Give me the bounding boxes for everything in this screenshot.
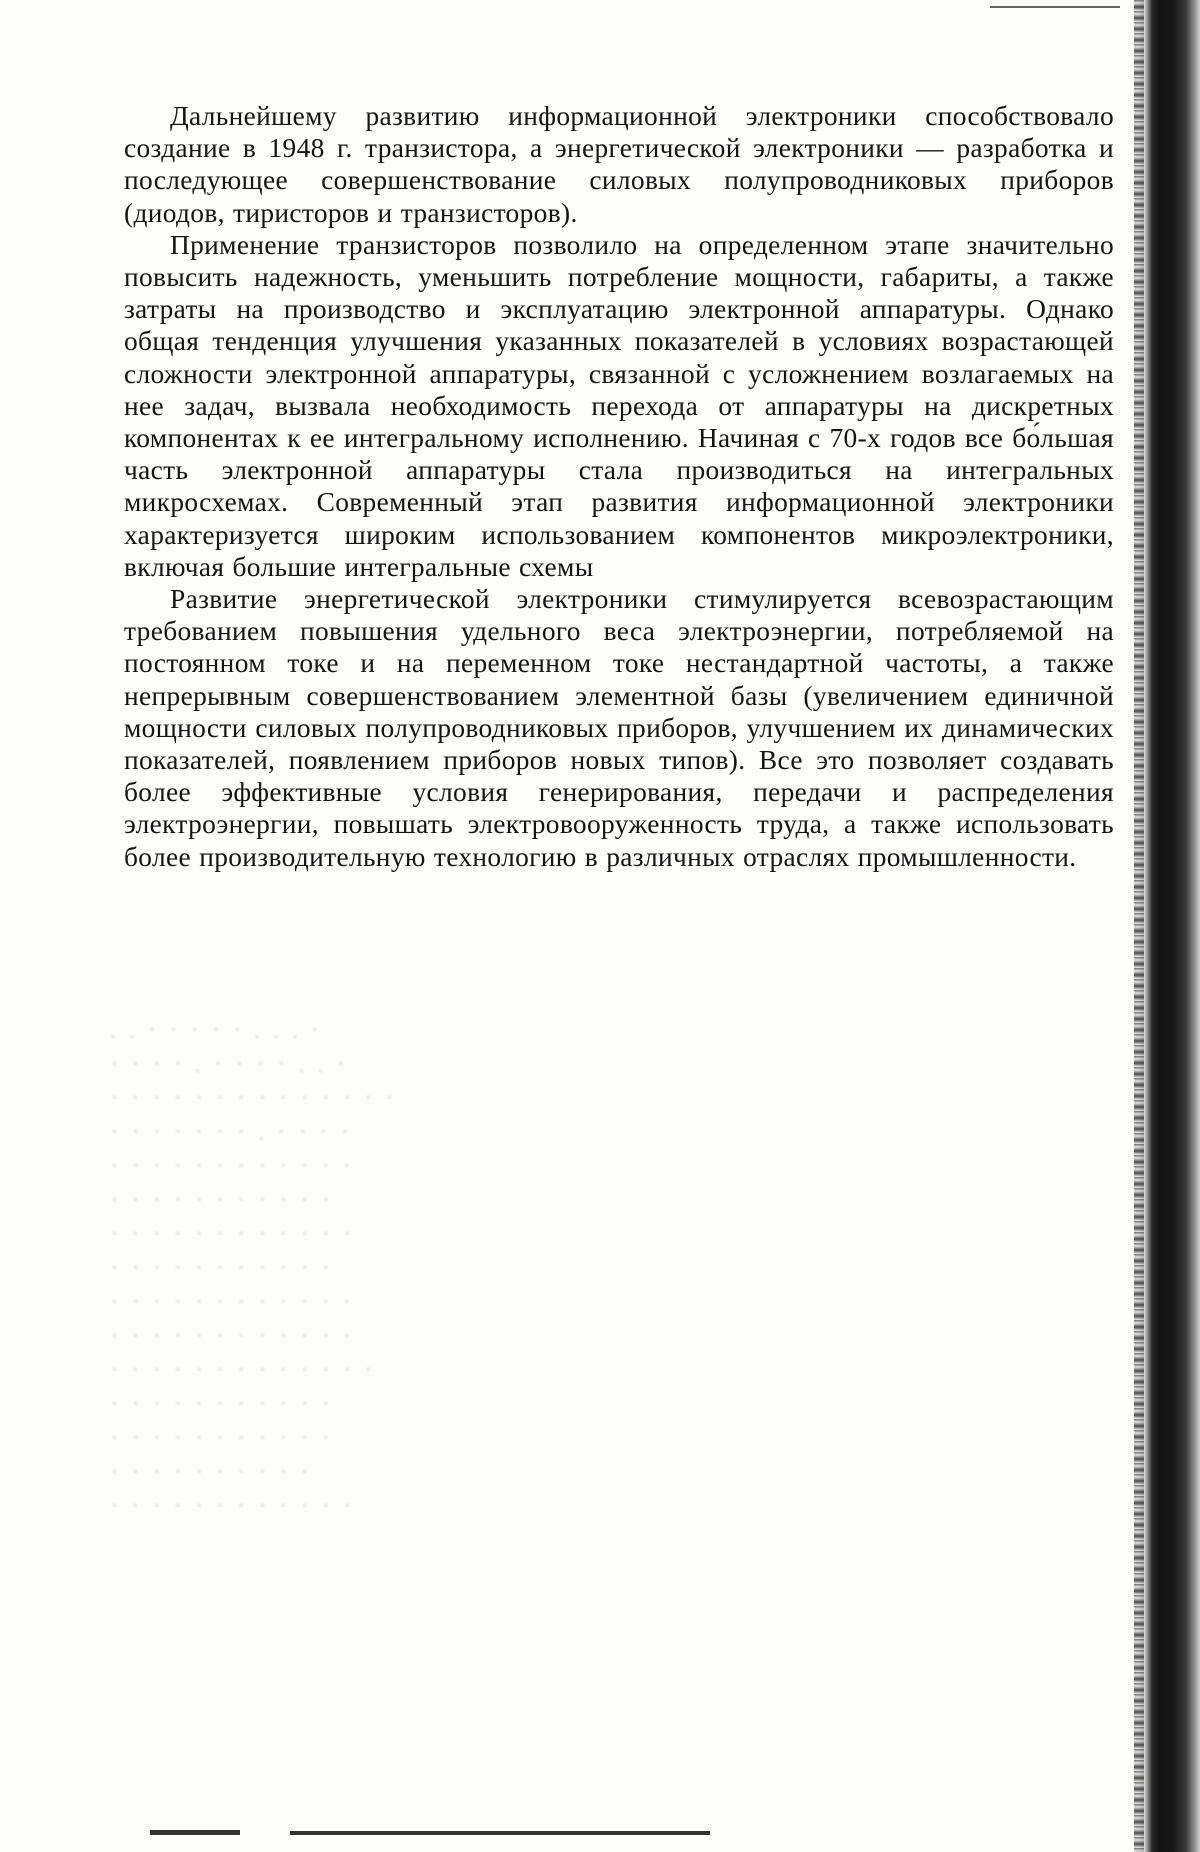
paragraph-3: Развитие энергетической электроники стимулируется всевозрастающим требованием повышения удельного веса электроэнергии, потребляемой на постоянном токе и на переменном токе нестандартной частоты, а также непрерывным совершенствованием элементной базы (увеличением единичной мощности силовых полупроводниковых приборов, улучшением их динамических показателей, появлением приборов новых типов). Все это позволяет создавать более эффективные условия генерирования, передачи и распределения электроэнергии, повышать электровооруженность труда, а также использовать более производительную технологию в различных отраслях промышленности. <box>124 584 1114 872</box>
reverse-side-bleed-through: . . · · · · · . . . · · · · · . · · · · . . · · · · · · · · · · · · · · · · · · · · · · . · · · · · · · · · · · · · · · · · · · · · · · · · · · · · · · · · · · · · · · · · · · · · · · · · · · · · · · · · · · · · · · · · · · · · · · · · · · · · · · · · · · · · · · · · · · · · · · · · · · · · · · · · · · · · · · · · · · · · · · · · · · · · · · · · · · <box>110 1015 397 1520</box>
scan-binding-edge <box>1134 0 1144 1852</box>
body-text <box>124 100 1114 873</box>
paragraph-2: Применение транзисторов позволило на определенном этапе значительно повысить надежность, уменьшить потребление мощности, габариты, а также затраты на производство и эксплуатацию электронной аппаратуры. Однако общая тенденция улучшения указанных показателей в условиях возрастающей сложности электронной аппаратуры, связанной с усложнением возлагаемых на нее задач, вызвала необходимость перехода от аппаратуры на дискретных компонентах к ее интегральному исполнению. Начиная с 70-х годов все бо́льшая часть электронной аппаратуры стала производиться на интегральных микросхемах. Современный этап развития информационной электроники характеризуется широким использованием компонентов микроэлектроники, включая большие интегральные схемы <box>124 229 1114 582</box>
scan-binding-shadow <box>1138 0 1200 1852</box>
scan-top-mark <box>990 6 1120 10</box>
paragraph-1: Дальнейшему развитию информационной электроники способствовало создание в 1948 г. транзистора, а энергетической электроники — разработка и последующее совершенствование силовых полупроводниковых приборов (диодов, тиристоров и транзисторов). <box>124 101 1114 228</box>
scan-bottom-marks <box>150 1830 910 1840</box>
